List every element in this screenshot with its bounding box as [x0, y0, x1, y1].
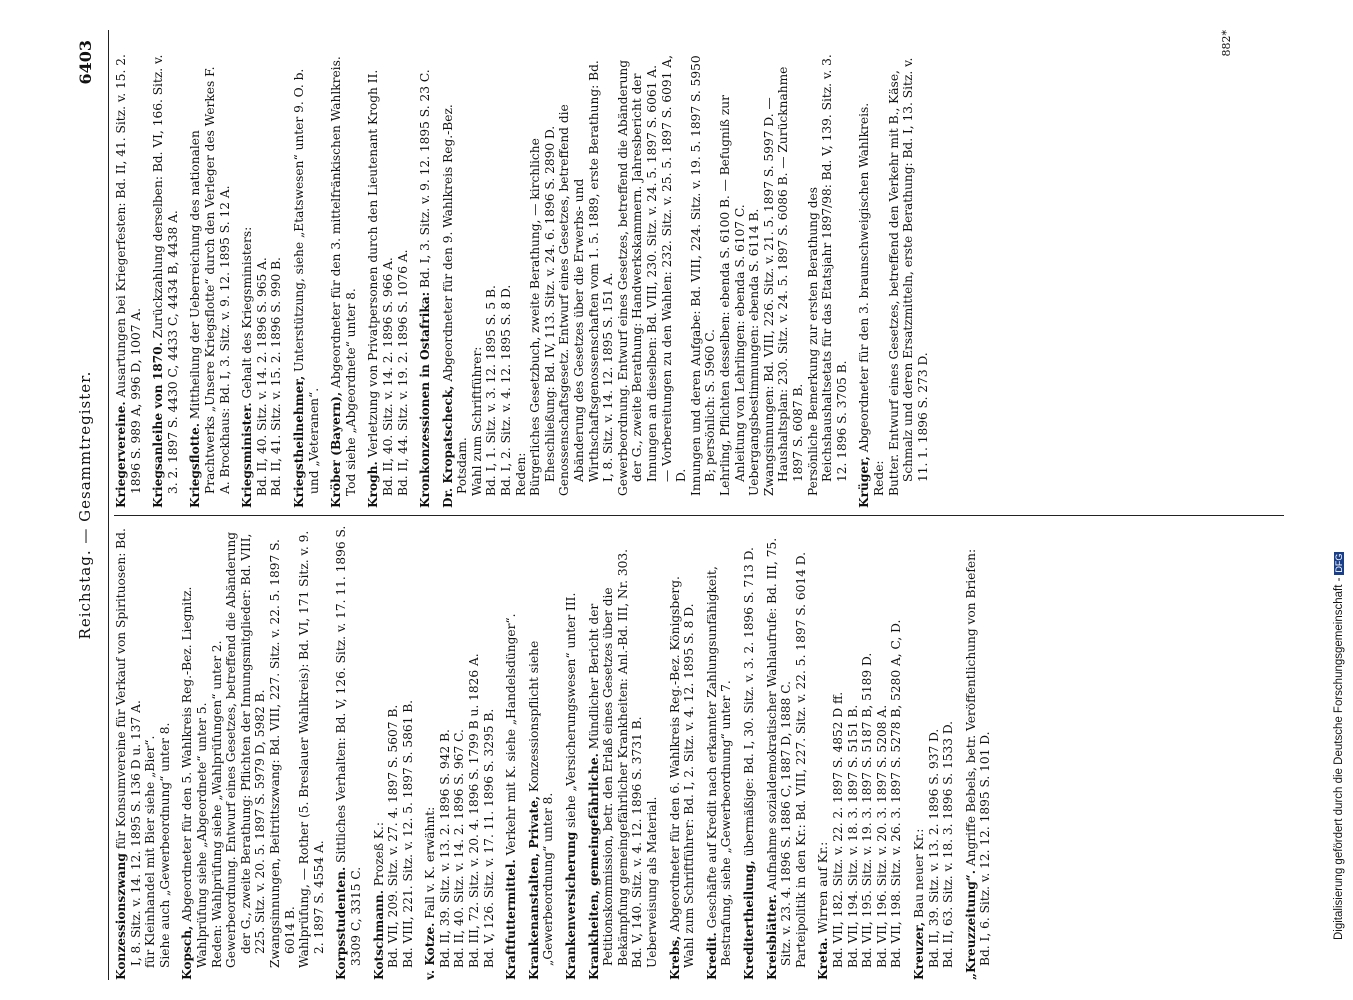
entry-line — [557, 53, 615, 508]
entry-line — [470, 53, 485, 508]
entry-text: Wahlprüfung siehe „Abgeordnete“ unter 5. — [194, 702, 209, 968]
entry-first-line — [964, 525, 993, 980]
entry-text: Bd. II, 39. Sitz. v. 13. 2. 1896 S. 942 B. — [437, 729, 452, 968]
entry-line — [718, 53, 747, 508]
running-title: Reichstag. — Gesammtregister. — [76, 370, 94, 640]
entry-text: Lehrling, Pflichten desselben: ebenda S. 6100 B. — Befugniß zur Anleitung von Lehrlingen: ebenda S. 6107 C. — [717, 95, 747, 496]
entry-line — [528, 53, 557, 508]
entry-line — [386, 525, 401, 980]
entry-text: Bd. VII, 195. Sitz. v. 19. 3. 1897 S. 5187 B, 5189 D. — [860, 652, 875, 968]
index-term: Krankenversicherung — [564, 831, 579, 980]
entry-text: Bau neuer Kr.: — [911, 828, 926, 919]
entry-first-line — [816, 525, 831, 980]
entry-text: Bd. V, 140. Sitz. v. 4. 12. 1896 S. 3731 B. — [630, 716, 645, 968]
entry-text: Zwangsinnungen: Bd. VIII, 226. Sitz. v. 21. 5. 1897 S. 5997 D. — Haushaltsplan: 230. Sitz. v. 24. 5. 1897 S. 6086 B. — Zurücknahme 1897 S. 6087 B. — [761, 66, 805, 496]
index-term: Kriegsanleihe von 1870. — [151, 342, 166, 508]
entry-line — [297, 525, 326, 980]
credit-text: Digitalisierung gefördert durch die Deutsche Forschungsgemeinschaft - — [1333, 577, 1345, 940]
index-term: Kraftfuttermittel. — [504, 859, 519, 980]
entry-first-line — [366, 53, 381, 508]
index-entry — [372, 525, 416, 980]
entry-first-line — [114, 525, 143, 980]
entry-text: für Konsumvereine für Verkauf von Spirituosen: Bd. I, 8. Sitz. v. 14. 12. 1895 S. 136 D u. 137 A. — [114, 528, 143, 966]
entry-text: Reden: — [513, 452, 528, 496]
dfg-logo: DFG — [1334, 553, 1344, 573]
entry-text: Bd. V, 126. Sitz. v. 17. 11. 1896 S. 3295 B. — [481, 708, 496, 968]
index-entry — [964, 525, 993, 980]
left-column — [114, 525, 1294, 980]
entry-text: für Kleinhandel mit Bier siehe „Bier“. — [143, 735, 158, 968]
digitization-credit — [1331, 10, 1351, 940]
index-entry — [504, 525, 519, 980]
entry-line — [889, 525, 904, 980]
entry-line — [482, 525, 497, 980]
index-term: Krogh. — [366, 461, 381, 508]
entry-line — [344, 53, 359, 508]
index-entry — [292, 53, 321, 508]
entry-line — [872, 53, 887, 508]
entry-text: Geschäfte auf Kredit nach erkannter Zahlungsunfähigkeit, Bestrafung, siehe „Gewerbeordnung“ unter 7. — [704, 566, 734, 966]
index-term: Kotschmann. — [371, 890, 386, 980]
entry-line — [452, 525, 467, 980]
index-term: Korpsstudenten. — [334, 866, 349, 980]
entry-text: Bd. VII, 196. Sitz. v. 20. 3. 1897 S. 5208 A. — [874, 704, 889, 968]
entry-line — [860, 525, 875, 980]
entry-first-line — [587, 525, 631, 980]
entry-first-line — [527, 525, 556, 980]
index-entry — [441, 53, 850, 508]
index-entry — [114, 525, 172, 980]
entry-first-line — [180, 525, 195, 980]
entry-first-line — [668, 525, 683, 980]
index-term: Kröber (Bayern), — [329, 391, 344, 508]
right-column — [114, 53, 1294, 508]
entry-line — [268, 525, 297, 980]
entry-first-line — [423, 525, 438, 980]
entry-first-line — [418, 53, 433, 508]
entry-text: Abgeordneter für den 3. mittelfränkischen Wahlkreis. — [329, 56, 344, 388]
entry-line — [195, 525, 210, 980]
index-term: Kredit. — [704, 932, 719, 980]
entry-text: Genossenschaftsgesetz. Entwurf eines Gesetzes, betreffend die Abänderung des Gesetzes über die Erwerbs- und Wirthschaftsgenossenschaften vom 1. 5. 1889, erste Berathung: Bd. I, 8. Sitz. v. 14. 12. 1895 S. 151 A. — [557, 60, 616, 496]
entry-text: siehe „Versicherungswesen“ unter III. — [564, 592, 579, 828]
entry-first-line — [742, 525, 757, 980]
index-term: Kriegsflotte. — [188, 422, 203, 508]
entry-text: Abgeordneter für den 3. braunschweigischen Wahlkreis. — [857, 102, 872, 453]
index-term: Krüger, — [857, 456, 872, 508]
entry-text: Tod siehe „Abgeordnete“ unter 8. — [343, 288, 358, 496]
entry-line — [689, 53, 718, 508]
entry-text: Ueberweisung als Material. — [645, 796, 659, 968]
entry-text: Zurückzahlung derselben: Bd. VI, 166. Sitz. v. 3. 2. 1897 S. 4430 C, 4433 C, 4434 B, 4438 A. — [151, 54, 180, 494]
entry-line — [794, 525, 809, 980]
entry-text: Bd. II, 40. Sitz. v. 14. 2. 1896 S. 966 A. — [380, 257, 395, 496]
entry-text: Ausartungen bei Kriegerfesten: Bd. II, 41. Sitz. v. 15. 2. 1896 S. 989 A, 996 D, 1007 A. — [114, 54, 143, 494]
entry-text: Angriffe Bebels, betr. Veröffentlichung von Briefen: Bd. I, 6. Sitz. v. 12. 12. 1895 S. 101 D. — [963, 548, 993, 966]
index-term: Kriegsminister. — [240, 402, 255, 508]
index-entry — [329, 53, 358, 508]
index-entry — [668, 525, 697, 980]
index-term: Kriegervereine. — [114, 401, 128, 508]
entry-text: Bd. II, 40. Sitz. v. 14. 2. 1896 S. 965 A. — [254, 257, 269, 496]
entry-line — [630, 525, 645, 980]
index-entry — [912, 525, 956, 980]
entry-line — [887, 53, 931, 508]
entry-line — [381, 53, 396, 508]
index-term: Kopsch, — [180, 925, 195, 980]
entry-line — [499, 53, 514, 508]
index-term: Dr. Kropatscheck, — [440, 385, 455, 508]
entry-text: Siehe auch „Gewerbeordnung“ unter 8. — [157, 722, 172, 968]
index-term: Kreisblätter. — [764, 894, 779, 980]
entry-text: Wahl zum Schriftführer: Bd. I, 2. Sitz. v. 4. 12. 1895 S. 8 D. — [682, 603, 697, 968]
entry-text: Bd. VII, 194. Sitz. v. 18. 3. 1897 S. 5151 B. — [845, 704, 860, 968]
entry-text: Bd. VII, 182. Sitz. v. 22. 2. 1897 S. 4852 D ff. — [830, 691, 845, 968]
index-entry — [742, 525, 757, 980]
entry-text: Bd. III, 72. Sitz. v. 20. 4. 1896 S. 1799 B u. 1826 A. — [467, 653, 482, 968]
index-term: „Kreuzzeitung“. — [963, 870, 978, 980]
index-term: Kreuzer, — [911, 921, 926, 980]
entry-text: Bd. II, 40. Sitz. v. 14. 2. 1896 S. 967 C. — [452, 729, 467, 968]
index-entry — [114, 53, 143, 508]
entry-text: Innungen und deren Aufgabe: Bd. VIII, 224. Sitz. v. 19. 5. 1897 S. 5950 B; persönlich: S. 5960 C. — [688, 55, 718, 496]
entry-line — [224, 525, 268, 980]
entry-first-line — [114, 53, 143, 508]
entry-first-line — [912, 525, 927, 980]
index-entry — [705, 525, 734, 980]
index-term: Kronkonzessionen in Ostafrika: — [418, 291, 433, 508]
entry-line — [269, 53, 284, 508]
entry-text: Bd. I, 1. Sitz. v. 3. 12. 1895 S. 5 B. — [484, 285, 499, 496]
entry-first-line — [765, 525, 794, 980]
entry-text: Bd. II, 63. Sitz. v. 18. 3. 1896 S. 1533 D. — [941, 720, 956, 968]
index-entry — [151, 53, 180, 508]
page-number: 6403 — [76, 40, 95, 85]
index-entry — [857, 53, 930, 508]
entry-text: Wahlprüfung, — Rother (5. Breslauer Wahlkreis): Bd. VI, 171 Sitz. v. 9. 2. 1897 S. 4554 A. — [297, 530, 326, 968]
index-entry — [418, 53, 433, 508]
entry-line — [438, 525, 453, 980]
entry-text: Abgeordneter für den 6. Wahlkreis Reg.-Bez. Königsberg. — [667, 576, 682, 932]
entry-first-line — [857, 53, 872, 508]
index-entry — [334, 525, 363, 980]
entry-text: Bd. I, 3. Sitz. v. 9. 12. 1895 S. 23 C. — [418, 69, 433, 288]
entry-first-line — [329, 53, 344, 508]
entry-line — [846, 525, 861, 980]
entry-text: Bürgerliches Gesetzbuch, zweite Berathung, — kirchliche Eheschließung: Bd. IV, 113. Sitz. v. 24. 6. 1896 S. 2890 D. — [528, 125, 557, 496]
index-entry — [816, 525, 904, 980]
entry-line — [210, 525, 225, 980]
entry-text: Prozeß K.: — [371, 822, 386, 887]
entry-text: Zwangsinnungen, Beitrittszwang: Bd. VIII, 227. Sitz. v. 22. 5. 1897 S. 6014 B. — [267, 539, 297, 968]
entry-first-line — [372, 525, 387, 980]
entry-text: übermäßige: Bd. I, 30. Sitz. v. 3. 2. 1896 S. 713 D. — [741, 547, 756, 857]
entry-first-line — [188, 53, 232, 508]
entry-text: Persönliche Bemerkung zur ersten Berathung des Reichshaushaltsetats für das Etatsjahr 1897/98: Bd. V, 139. Sitz. v. 3. 12. 1896 S. 3705 B. — [805, 54, 849, 496]
entry-text: Aufnahme sozialdemokratischer Wahlaufrufe: Bd. III, 75. Sitz. v. 23. 4. 1896 S. 1886 C, 1887 D, 1888 C. — [764, 537, 794, 966]
entry-first-line — [334, 525, 363, 980]
entry-text: Reden: Wahlprüfung siehe „Wahlprüfungen“ unter 2. — [209, 640, 224, 968]
column-divider — [114, 515, 1284, 516]
index-term: Kriegstheilnehmer, — [291, 375, 306, 508]
entry-text: Parteipolitik in den Kr.: Bd. VIII, 227. Sitz. v. 22. 5. 1897 S. 6014 D. — [793, 552, 808, 968]
entry-line — [747, 53, 762, 508]
index-entry — [366, 53, 410, 508]
entry-line — [158, 525, 173, 980]
entry-text: Gewerbeordnung. Entwurf eines Gesetzes, betreffend die Abänderung der G., zweite Berathung: Pflichten der Innungsmitglieder: Bd. VIII, 225. Sitz. v. 20. 5. 1897 S. 5979 D, 5982 B. — [224, 531, 268, 968]
entry-line — [806, 53, 850, 508]
entry-line — [143, 525, 158, 980]
entry-text: Sittliches Verhalten: Bd. V, 126. Sitz. v. 17. 11. 1896 S. 3309 C, 3315 C. — [334, 525, 363, 966]
page-header — [76, 30, 100, 980]
header-rule — [108, 30, 109, 980]
entry-text: Bd. VII, 198. Sitz. v. 26. 3. 1897 S. 5278 B, 5280 A, C, D. — [889, 619, 904, 968]
index-term: Krankheiten, gemeingefährliche. — [586, 753, 601, 980]
entry-text: Bd. II, 41. Sitz. v. 15. 2. 1896 S. 990 B. — [269, 257, 284, 496]
index-term: Konzessionszwang — [114, 853, 128, 980]
entry-text: Bd. I, 2. Sitz. v. 4. 12. 1895 S. 8 D. — [499, 284, 514, 496]
index-entry — [188, 53, 232, 508]
entry-text: Abgeordneter für den 5. Wahlkreis Reg.-Bez. Liegnitz. — [180, 586, 195, 922]
entry-line — [396, 53, 411, 508]
entry-text: Bd. II, 39. Sitz. v. 13. 2. 1896 S. 937 D. — [926, 728, 941, 968]
index-entry — [564, 525, 579, 980]
entry-text: Uebergangsbestimmungen: ebenda S. 6114 B. — [747, 208, 762, 496]
entry-line — [514, 53, 529, 508]
entry-text: Unterstützung, siehe „Etatswesen“ unter 9. O. b. und „Veteranen“. — [291, 68, 321, 494]
index-term: Krankenanstalten, Private, — [526, 795, 541, 980]
entry-first-line — [240, 53, 255, 508]
entry-text: Fall v. K. erwähnt: — [423, 806, 438, 919]
entry-line — [645, 525, 660, 980]
index-entry — [765, 525, 809, 980]
entry-text: Wirren auf Kr.: — [816, 841, 831, 934]
entry-first-line — [151, 53, 180, 508]
index-term: v. Kotze. — [423, 922, 438, 980]
entry-text: Bd. VIII, 221. Sitz. v. 12. 5. 1897 S. 5861 B. — [400, 699, 415, 968]
index-entry — [423, 525, 496, 980]
entry-text: Wahl zum Schriftführer: — [469, 346, 484, 496]
index-entry — [587, 525, 660, 980]
entry-line — [401, 525, 416, 980]
entry-line — [927, 525, 942, 980]
signature-mark: 882* — [1220, 30, 1233, 57]
entry-first-line — [292, 53, 321, 508]
entry-text: Abgeordneter für den 9. Wahlkreis Reg.-Bez. Potsdam. — [440, 104, 470, 494]
entry-text: Verkehr mit K. siehe „Handelsdünger“. — [504, 613, 519, 856]
entry-first-line — [705, 525, 734, 980]
entry-line — [762, 53, 806, 508]
index-term: Krebs, — [667, 935, 682, 980]
entry-text: Bd. VII, 209. Sitz. v. 27. 4. 1897 S. 5607 B. — [386, 704, 401, 968]
index-term: Kreta. — [816, 937, 831, 980]
entry-line — [484, 53, 499, 508]
entry-line — [255, 53, 270, 508]
entry-text: Konzessionspflicht siehe „Gewerbeordnung“ unter 8. — [526, 640, 556, 966]
index-entry — [240, 53, 284, 508]
entry-text: Mündlicher Bericht der Petitionskommission, betr. den Erlaß eines Gesetzes über die Bekämpfung gemeingefährlicher Krankheiten: Anl.-Bd. III, Nr. 303. — [586, 548, 630, 966]
entry-line — [875, 525, 890, 980]
entry-text: Rede: — [871, 460, 886, 496]
entry-text: Mittheilung der Ueberreichung des nationalen Prachtwerks „Unsere Kriegsflotte“ durch den Verleger des Werkes F. A. Brockhaus: Bd. I, 3. Sitz. v. 9. 12. 1895 S. 12 A. — [188, 66, 232, 494]
entry-first-line — [564, 525, 579, 980]
entry-first-line — [441, 53, 470, 508]
entry-line — [616, 53, 689, 508]
entry-line — [467, 525, 482, 980]
index-term: Kreditertheilung, — [741, 860, 756, 980]
entry-line — [941, 525, 956, 980]
entry-text: Butter. Entwurf eines Gesetzes, betreffend den Verkehr mit B., Käse, Schmalz und deren Ersatzmitteln, erste Berathung: Bd. I, 13. Sitz. v. 11. 1. 1896 S. 273 D. — [886, 57, 930, 496]
entry-first-line — [504, 525, 519, 980]
entry-line — [682, 525, 697, 980]
entry-text: Bd. II, 44. Sitz. v. 19. 2. 1896 S. 1076 A. — [395, 249, 410, 496]
index-entry — [180, 525, 326, 980]
entry-text: Verletzung von Privatpersonen durch den Lieutenant Krogh II. — [366, 69, 381, 458]
entry-line — [831, 525, 846, 980]
entry-text: Gehalt des Kriegsministers: — [240, 226, 255, 399]
entry-text: Gewerbeordnung. Entwurf eines Gesetzes, betreffend die Abänderung der G., zweite Berathung: Handwerkskammern. Jahresbericht der Innungen an dieselben: Bd. VIII, 230. Sitz. v. 24. 5. 1897 S. 6061 A. — Vorbereitungen zu den Wahlen: 232. Sitz. v. 25. 5. 1897 S. 6091 A, D. — [615, 55, 689, 496]
index-entry — [527, 525, 556, 980]
rotated-page-content — [50, 30, 1310, 980]
